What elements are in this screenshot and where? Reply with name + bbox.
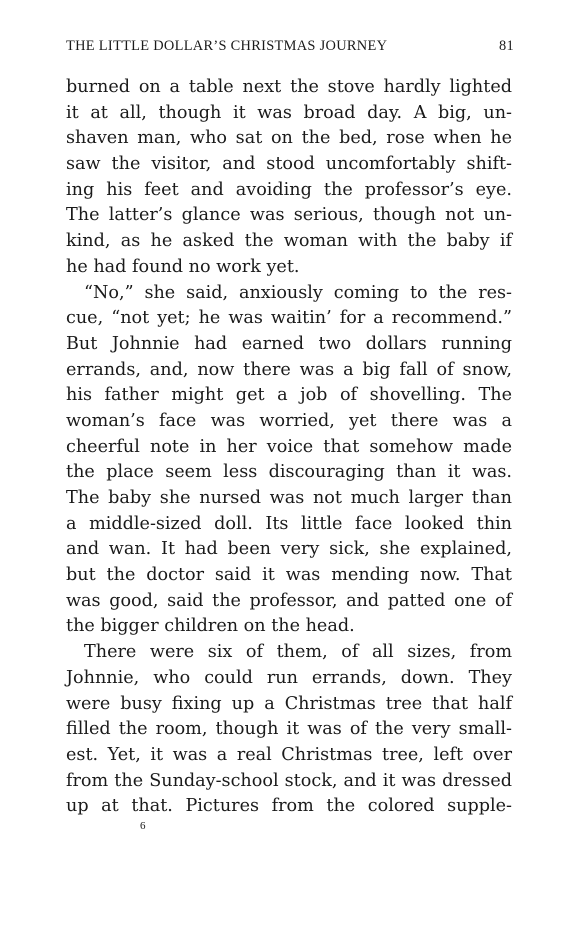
text-line: But Johnnie had earned two dollars running xyxy=(66,333,512,354)
text-line: ing his feet and avoiding the professor’s eye. xyxy=(66,179,512,200)
text-line: and wan. It had been very sick, she explained, xyxy=(66,539,512,560)
running-head xyxy=(66,38,514,60)
text-line: the bigger children on the head. xyxy=(66,616,355,637)
text-line: were busy fixing up a Christmas tree that half xyxy=(66,693,512,714)
text-line: The baby she nursed was not much larger than xyxy=(66,488,512,508)
text-line: it at all, though it was broad day. A big, un- xyxy=(66,102,512,123)
signature-mark: 6 xyxy=(140,820,146,832)
text-line: shaven man, who sat on the bed, rose when he xyxy=(66,128,512,149)
text-line: from the Sunday-school stock, and it was dressed xyxy=(66,770,512,791)
text-line: There were six of them, of all sizes, from xyxy=(84,642,512,663)
text-line: kind, as he asked the woman with the baby if xyxy=(66,231,512,252)
text-line: burned on a table next the stove hardly lighted xyxy=(66,77,512,97)
text-line: was good, said the professor, and patted one of xyxy=(66,590,512,611)
text-line: Johnnie, who could run errands, down. They xyxy=(66,667,512,688)
text-line: a middle-sized doll. Its little face looked thin xyxy=(66,513,512,534)
text-line: cheerful note in her voice that somehow made xyxy=(66,436,512,457)
text-line: cue, “not yet; he was waitin’ for a recommend.” xyxy=(66,308,512,329)
text-line: the place seem less discouraging than it was. xyxy=(66,462,512,483)
page-number: 81 xyxy=(499,38,514,54)
text-line: he had found no work yet. xyxy=(66,256,300,277)
text-line: his father might get a job of shovelling. The xyxy=(66,385,512,406)
text-line: saw the visitor, and stood uncomfortably shift- xyxy=(66,154,512,175)
text-line: errands, and, now there was a big fall of snow, xyxy=(66,359,512,380)
body-text xyxy=(66,75,512,820)
text-line: but the doctor said it was mending now. That xyxy=(66,565,512,586)
text-line: woman’s face was worried, yet there was a xyxy=(66,410,512,431)
text-line: est. Yet, it was a real Christmas tree, left over xyxy=(66,744,512,765)
text-line: up at that. Pictures from the colored supple- xyxy=(66,796,512,817)
text-line: The latter’s glance was serious, though not un- xyxy=(66,205,512,226)
running-title: THE LITTLE DOLLAR’S CHRISTMAS JOURNEY xyxy=(66,38,388,54)
text-line: filled the room, though it was of the very small- xyxy=(66,719,512,740)
text-line: “No,” she said, anxiously coming to the res- xyxy=(84,282,512,303)
